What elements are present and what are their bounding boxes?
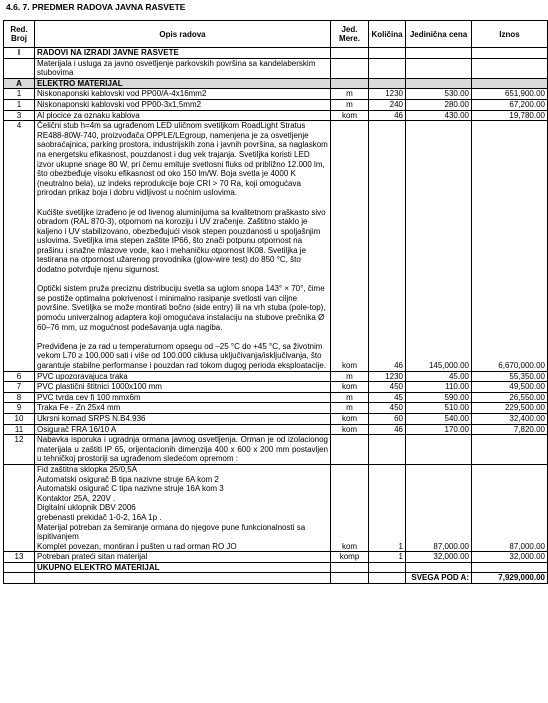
row-number: 6 <box>4 371 35 382</box>
row-unit: kom <box>331 121 369 371</box>
row-amount: 651,900.00 <box>472 89 548 100</box>
table-row <box>4 382 548 393</box>
table-row <box>4 110 548 121</box>
header-rb: Red. Broj <box>4 21 35 48</box>
row-quantity: 450 <box>369 403 406 414</box>
table-row <box>4 392 548 403</box>
row-quantity: 60 <box>369 413 406 424</box>
row-description <box>35 121 331 371</box>
row-unit: kom <box>331 110 369 121</box>
row-description: PVC plastični štitnici 1000x100 mm <box>35 382 331 393</box>
row-amount: 67,200.00 <box>472 99 548 110</box>
header-jm: Jed. Mere. <box>331 21 369 48</box>
row-description: Al plocice za oznaku kablova <box>35 110 331 121</box>
row-amount: 87,000.00 <box>472 464 548 551</box>
row-unit: m <box>331 403 369 414</box>
section-a-row <box>4 78 548 89</box>
row-unit-price: 145,000.00 <box>406 121 472 371</box>
row-unit: m <box>331 371 369 382</box>
row-description: Niskonaponski kablovski vod PP00-3x1,5mm2 <box>35 99 331 110</box>
equipment-item: grebenasti prekidač 1-0-2, 16A 1p . <box>37 512 162 522</box>
equipment-item: Komplet povezan, montiran i pušten u rad orman RO JO <box>37 541 237 551</box>
subtotal-row <box>4 562 548 573</box>
row-description: PVC tvrda cev fi 100 mmx6m <box>35 392 331 403</box>
description-paragraph: Čelični stub h=4m sa ugrađenom LED uličnom svetiljkom RoadLight Stratus RE488-80W-740, proizvođača OPPLE/LEgroup, namenjena je za osvetljenje saobraćajnica, parking prostora, industrijskih zona i javnih površina, sa naglaskom na energetsku efikasnost, pouzdanost i dug vek trajanja. Svetiljka koristi LED izvor ukupne snage 80 W, pri čemu emituje svetlosni fluks od približno 12.000 lm, što obezbeđuje visoku efikasnost od oko 150 lm/W. Boja svetla je 4000 K (neutralno bela), uz indeks reprodukcije boje CRI > 70 Ra, koji omogućava prirodan prikaz boja i dobru vidljivost u noćnim uslovima. <box>37 121 328 198</box>
section-title: ELEKTRO MATERIJAL <box>35 78 331 89</box>
row-number: 3 <box>4 110 35 121</box>
table-row <box>4 413 548 424</box>
description-paragraph: Predviđena je za rad u temperaturnom opsegu od –25 °C do +45 °C, sa životnim vekom L70 ≥ 100.000 sati i više od 100.000 ciklusa uključivanja/isključivanja, što garantuje stabilne performanse i pouzdan rad tokom dugog perioda eksploatacije. <box>37 341 327 370</box>
row-unit: m <box>331 89 369 100</box>
row-quantity: 1 <box>369 464 406 551</box>
row-quantity: 46 <box>369 121 406 371</box>
bill-of-quantities-table <box>3 20 548 584</box>
header-cena: Jedinična cena <box>406 21 472 48</box>
row-unit-price: 530.00 <box>406 89 472 100</box>
row-quantity: 46 <box>369 110 406 121</box>
table-row <box>4 464 548 551</box>
row-unit-price: 45.00 <box>406 371 472 382</box>
equipment-item: Kontaktor 25A, 220V . <box>37 493 116 503</box>
header-opis: Opis radova <box>35 21 331 48</box>
section-i-row <box>4 48 548 59</box>
row-amount: 26,550.00 <box>472 392 548 403</box>
subtotal-title: UKUPNO ELEKTRO MATERIJAL <box>35 562 331 573</box>
row-number: 10 <box>4 413 35 424</box>
equipment-item: Automatski osigurač B tipa nazivne struje 6A kom 2 <box>37 474 219 484</box>
section-code: I <box>4 48 35 59</box>
row-amount: 49,500.00 <box>472 382 548 393</box>
header-row <box>4 21 548 48</box>
row-description: Osigurač FRA 16/10 A <box>35 424 331 435</box>
total-value: 7,929,000.00 <box>472 573 548 584</box>
row-unit: komp <box>331 552 369 563</box>
row-description: Niskonaponski kablovski vod PP00/A-4x16mm2 <box>35 89 331 100</box>
row-quantity: 45 <box>369 392 406 403</box>
row-quantity: 46 <box>369 424 406 435</box>
row-number: 11 <box>4 424 35 435</box>
row-unit-price: 510.00 <box>406 403 472 414</box>
row-unit-price: 540.00 <box>406 413 472 424</box>
header-iznos: Iznos <box>472 21 548 48</box>
row-number: 1 <box>4 99 35 110</box>
row-number: 12 <box>4 435 35 465</box>
document-title: 4.6. 7. PREDMER RADOVA JAVNA RASVETE <box>6 2 186 12</box>
row-number: 8 <box>4 392 35 403</box>
row-unit-price: 110.00 <box>406 382 472 393</box>
description-paragraph: Optički sistem pruža preciznu distribuciju svetla sa uglom snopa 143° × 70°, čime se postiže optimalna pokrivenost i minimalno rasipanje svetlosti van ciljne površine. Svetiljka se može montirati bočno (side entry) ili na vrh stuba (pole-top), pomoću univerzalnog adaptera koji omogućava instalaciju na stubove prečnika Ø 60–76 mm, uz mogućnost podešavanja ugla nagiba. <box>37 284 326 332</box>
row-unit: m <box>331 99 369 110</box>
row-description: PVC upozoravajuca traka <box>35 371 331 382</box>
row-description: Traka Fe - Zn 25x4 mm <box>35 403 331 414</box>
table-row <box>4 99 548 110</box>
row-amount: 19,780.00 <box>472 110 548 121</box>
table-row <box>4 424 548 435</box>
row-quantity: 1 <box>369 552 406 563</box>
total-row <box>4 573 548 584</box>
table-row <box>4 403 548 414</box>
row-unit: kom <box>331 464 369 551</box>
row-unit-price: 430.00 <box>406 110 472 121</box>
row-quantity: 1230 <box>369 371 406 382</box>
row-unit-price: 280.00 <box>406 99 472 110</box>
row-description: Potreban prateći sitan materijal <box>35 552 331 563</box>
row-quantity: 1230 <box>369 89 406 100</box>
row-description <box>35 464 331 551</box>
table-row <box>4 435 548 465</box>
table-row <box>4 121 548 371</box>
row-amount: 32,000.00 <box>472 552 548 563</box>
section-code: A <box>4 78 35 89</box>
table-row <box>4 371 548 382</box>
row-number: 13 <box>4 552 35 563</box>
equipment-item: Fid zaštitna sklopka 25/0,5A <box>37 464 138 474</box>
header-kol: Količina <box>369 21 406 48</box>
description-paragraph: Nabavka isporuka i ugradnja ormana javnog osvetljenja. Orman je od izolacionog materijala u zaštiti IP 65, orijentacionih dimenzija 400 x 600 x 200 mm postavljen u tehničkoj prostoriji sa ugrađenom sledećom opremom : <box>37 435 328 464</box>
row-description: Ukrsni komad SRPS N.B4.936 <box>35 413 331 424</box>
row-unit-price: 170.00 <box>406 424 472 435</box>
description-paragraph: Kućište svetiljke izrađeno je od livenog aluminijuma sa kvalitetnom praškasto sivo obradom (RAL 870-3), otpornom na koroziju i UV zračenje. Zaštitno staklo je kaljeno i UV stabilizovano, obezbeđujući visok stepen pouzdanosti u spoljašnjim uslovima. Svetiljka ima stepen zaštite IP66, što znači potpunu otpornost na prašinu i snažne mlazove vode, kao i mehaničku otpornost IK08. Svetiljka je testirana na otpornost užarenog provodnika (glow-wire test) do 850 °C, što dodatno potvrđuje njenu sigurnost. <box>37 207 326 275</box>
row-quantity: 240 <box>369 99 406 110</box>
row-unit-price: 32,000.00 <box>406 552 472 563</box>
table-row <box>4 552 548 563</box>
row-number: 4 <box>4 121 35 371</box>
total-label: SVEGA POD A: <box>406 573 472 584</box>
row-unit-price: 590.00 <box>406 392 472 403</box>
intro-row <box>4 58 548 78</box>
row-number: 7 <box>4 382 35 393</box>
row-number: 1 <box>4 89 35 100</box>
row-quantity: 450 <box>369 382 406 393</box>
row-description <box>35 435 331 465</box>
table-row <box>4 89 548 100</box>
row-amount: 55,350.00 <box>472 371 548 382</box>
section-title: RADOVI NA IZRADI JAVNE RASVETE <box>35 48 331 59</box>
row-amount: 229,500.00 <box>472 403 548 414</box>
row-unit: kom <box>331 424 369 435</box>
row-number: 9 <box>4 403 35 414</box>
row-unit: kom <box>331 382 369 393</box>
row-unit: m <box>331 392 369 403</box>
row-amount: 7,820.00 <box>472 424 548 435</box>
row-amount: 32,400.00 <box>472 413 548 424</box>
intro-text: Materijala i usluga za javno osvetljenje parkovskih površina sa kandelaberskim stubovima <box>35 58 331 78</box>
equipment-item: Digitalni uklopnik DBV 2006 <box>37 503 136 513</box>
row-unit-price: 87,000.00 <box>406 464 472 551</box>
row-amount: 6,670,000.00 <box>472 121 548 371</box>
equipment-item: Automatski osigurač C tipa nazivne struje 16A kom 3 <box>37 484 224 494</box>
row-unit: kom <box>331 413 369 424</box>
equipment-item: Materijal potreban za šemiranje ormana do njegove pune funkcionalnosti sa ispitivanjem <box>37 522 306 542</box>
